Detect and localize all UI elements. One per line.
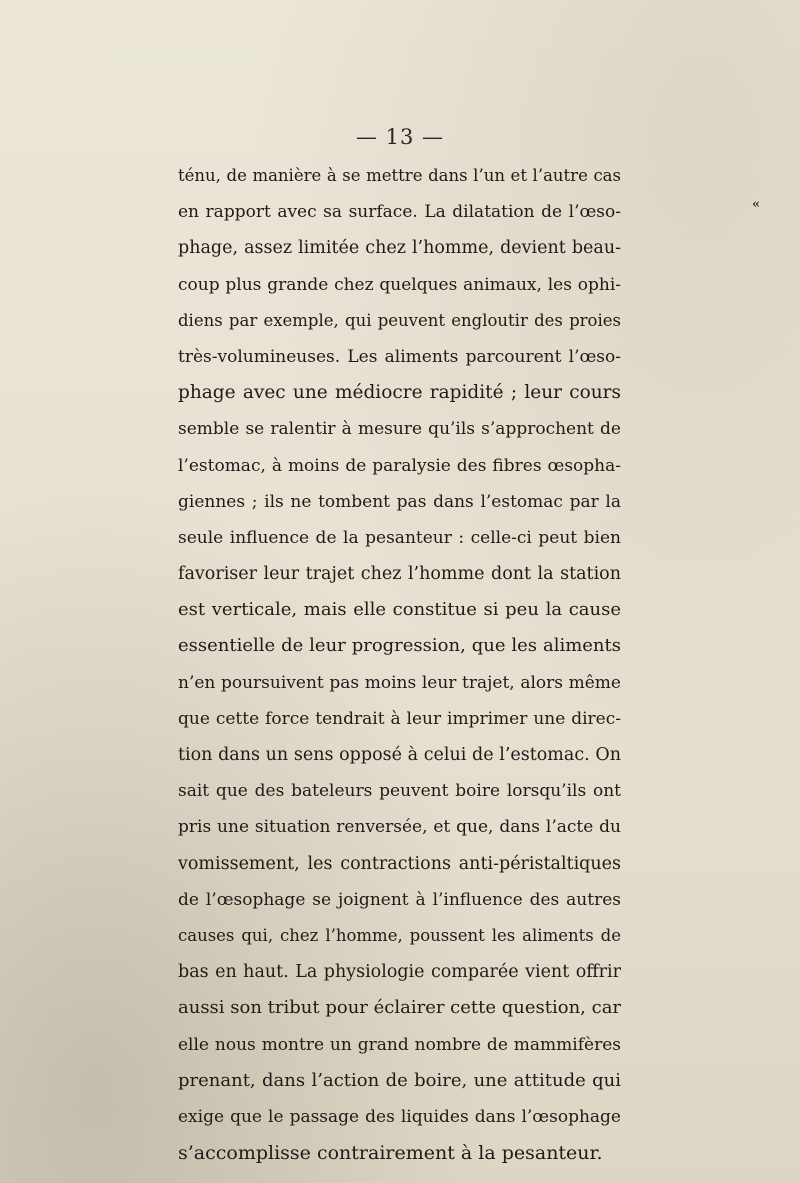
text-line: coup plus grande chez quelques animaux, les ophi- (178, 274, 621, 295)
text-line: elle nous montre un grand nombre de mammifères (178, 1034, 621, 1055)
text-line: sait que des bateleurs peuvent boire lorsqu’ils ont (178, 781, 621, 802)
text-line: prenant, dans l’action de boire, une attitude qui (178, 1069, 621, 1091)
text-line: vomissement, les contractions anti-péristaltiques (178, 853, 621, 874)
text-line: ténu, de manière à se mettre dans l’un et l’autre cas (178, 166, 621, 185)
text-line: favoriser leur trajet chez l’homme dont la station (178, 564, 621, 585)
text-line: bas en haut. La physiologie comparée vient offrir (178, 962, 621, 983)
text-line: diens par exemple, qui peuvent engloutir des proies (178, 310, 621, 330)
text-line: n’en poursuivent pas moins leur trajet, alors même (178, 672, 621, 693)
body-paragraph (178, 158, 621, 1171)
text-line: que cette force tendrait à leur imprimer une direc- (178, 708, 621, 729)
page-number: — 13 — (355, 125, 445, 149)
text-line: phage avec une médiocre rapidité ; leur cours (178, 382, 621, 404)
text-line: exige que le passage des liquides dans l’œsophage (178, 1106, 621, 1127)
text-line: semble se ralentir à mesure qu’ils s’approchent de (178, 419, 621, 440)
margin-mark: « (752, 197, 761, 212)
text-line: seule influence de la pesanteur : celle-ci peut bien (178, 527, 621, 548)
text-line: en rapport avec sa surface. La dilatation de l’œso- (178, 202, 621, 223)
text-line: causes qui, chez l’homme, poussent les aliments de (178, 925, 621, 945)
text-line: pris une situation renversée, et que, dans l’acte du (178, 817, 621, 838)
text-line: l’estomac, à moins de paralysie des fibres œsopha- (178, 455, 621, 476)
text-line: s’accomplisse contrairement à la pesanteur. (178, 1142, 603, 1165)
text-line: tion dans un sens opposé à celui de l’estomac. On (178, 745, 621, 765)
text-line: aussi son tribut pour éclairer cette question, car (178, 997, 622, 1019)
text-line: essentielle de leur progression, que les aliments (178, 635, 621, 657)
text-line: est verticale, mais elle constitue si peu la cause (178, 599, 621, 621)
text-line: phage, assez limitée chez l’homme, devient beau- (178, 238, 621, 259)
text-line: de l’œsophage se joignent à l’influence des autres (178, 889, 621, 910)
text-line: giennes ; ils ne tombent pas dans l’estomac par la (178, 491, 621, 512)
text-line: très-volumineuses. Les aliments parcourent l’œso- (178, 346, 621, 367)
